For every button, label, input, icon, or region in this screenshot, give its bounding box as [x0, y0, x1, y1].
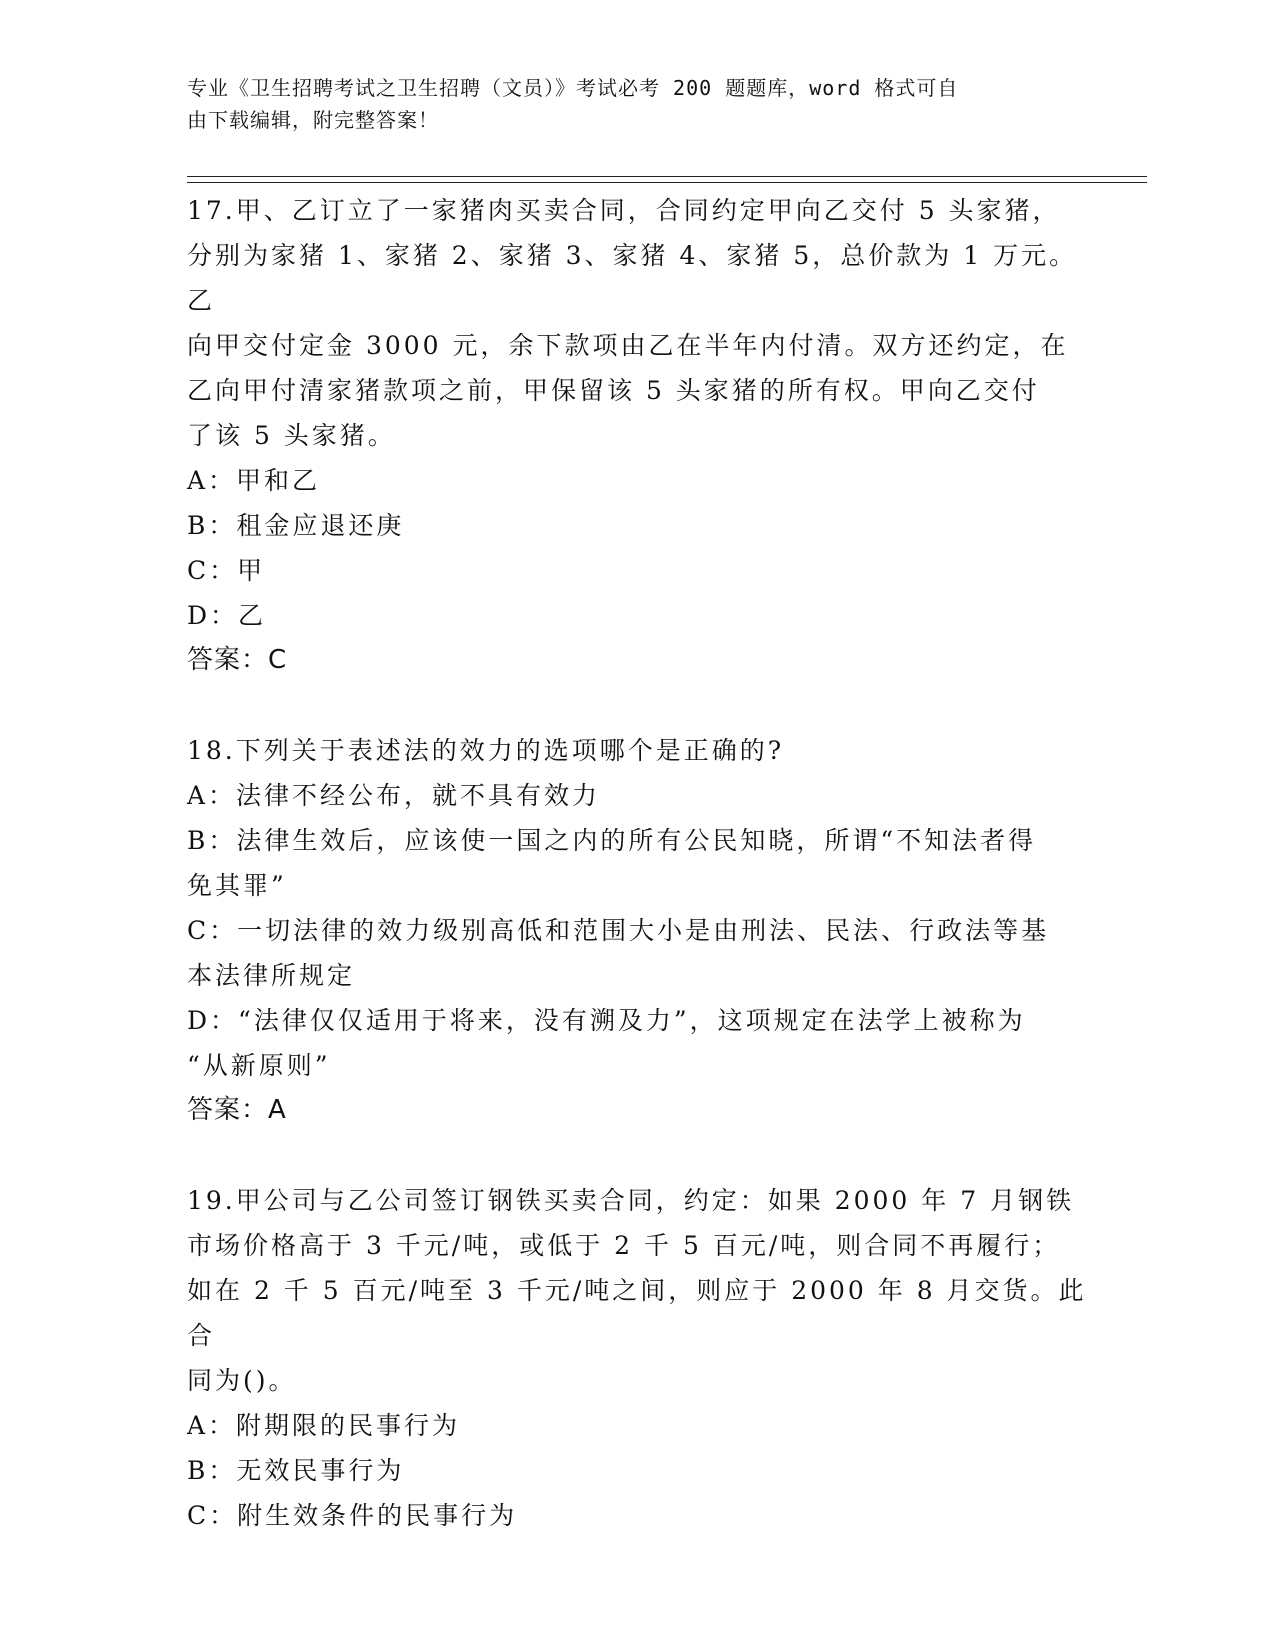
option-b-continued: 免其罪” — [187, 871, 287, 900]
header-divider-top — [187, 176, 1147, 177]
option-c-continued: 本法律所规定 — [187, 961, 356, 990]
question-stem-line: 分别为家猪 1、家猪 2、家猪 3、家猪 4、家猪 5，总价款为 1 万元。乙 — [187, 241, 1078, 315]
question-stem-line: 17.甲、乙订立了一家猪肉买卖合同，合同约定甲向乙交付 5 头家猪， — [187, 196, 1061, 225]
option-a: A：甲和乙 — [187, 466, 321, 495]
question-19 — [187, 1178, 1087, 1538]
question-stem-line: 19.甲公司与乙公司签订钢铁买卖合同，约定：如果 2000 年 7 月钢铁 — [187, 1186, 1075, 1215]
header-line-2: 由下载编辑，附完整答案！ — [187, 108, 439, 132]
question-spacer — [187, 1133, 1087, 1178]
question-17 — [187, 188, 1087, 683]
question-stem-line: 乙向甲付清家猪款项之前，甲保留该 5 头家猪的所有权。甲向乙交付 — [187, 376, 1040, 405]
question-list — [187, 188, 1087, 1538]
question-spacer — [187, 683, 1087, 728]
option-c: C：一切法律的效力级别高低和范围大小是由刑法、民法、行政法等基 — [187, 916, 1050, 945]
option-d: D：乙 — [187, 601, 267, 630]
question-stem-line: 向甲交付定金 3000 元，余下款项由乙在半年内付清。双方还约定，在 — [187, 331, 1069, 360]
option-a: A：附期限的民事行为 — [187, 1411, 461, 1440]
document-header — [187, 72, 1067, 136]
header-divider-bottom — [187, 182, 1147, 183]
option-d-continued: “从新原则” — [187, 1051, 331, 1080]
answer-label: 答案：A — [187, 1095, 287, 1125]
answer-label: 答案：C — [187, 645, 288, 675]
option-c: C：甲 — [187, 556, 266, 585]
question-stem-line: 18.下列关于表述法的效力的选项哪个是正确的? — [187, 736, 785, 765]
question-stem-line: 了该 5 头家猪。 — [187, 421, 396, 450]
option-b: B：法律生效后，应该使一国之内的所有公民知晓，所谓“不知法者得 — [187, 826, 1037, 855]
option-a: A：法律不经公布，就不具有效力 — [187, 781, 601, 810]
header-line-1: 专业《卫生招聘考试之卫生招聘（文员）》考试必考 200 题题库，word 格式可自 — [187, 76, 959, 100]
option-b: B：租金应退还庚 — [187, 511, 405, 540]
question-stem-line: 市场价格高于 3 千元/吨，或低于 2 千 5 百元/吨，则合同不再履行； — [187, 1231, 1061, 1260]
question-stem-line: 同为()。 — [187, 1366, 297, 1395]
option-c: C：附生效条件的民事行为 — [187, 1501, 518, 1530]
question-stem-line: 如在 2 千 5 百元/吨至 3 千元/吨之间，则应于 2000 年 8 月交货。此合 — [187, 1276, 1087, 1350]
question-18 — [187, 728, 1087, 1133]
option-b: B：无效民事行为 — [187, 1456, 405, 1485]
option-d: D：“法律仅仅适用于将来，没有溯及力”，这项规定在法学上被称为 — [187, 1006, 1026, 1035]
